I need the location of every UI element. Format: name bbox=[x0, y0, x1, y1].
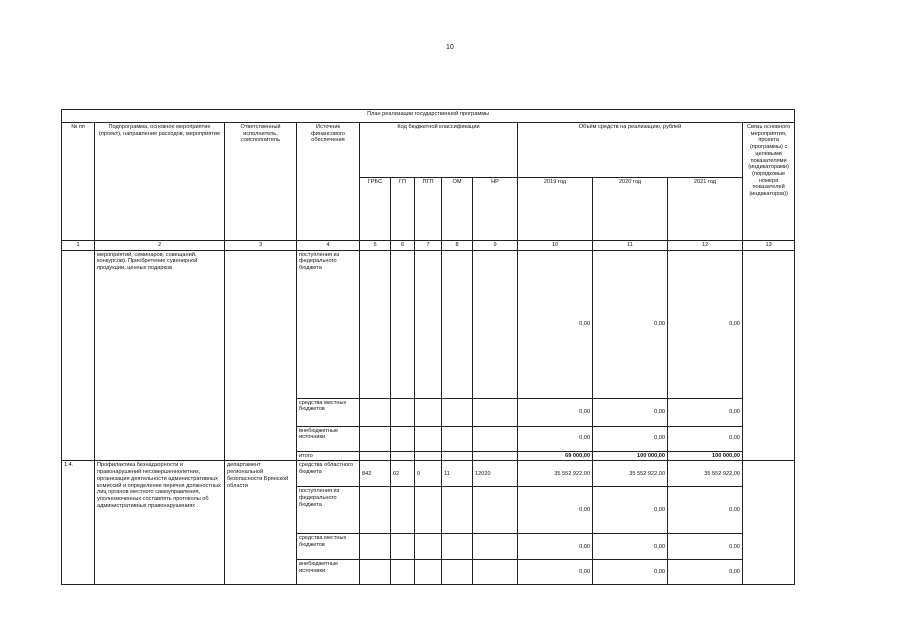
cell-responsible: департамент региональной безопасности Брянской области bbox=[225, 461, 297, 585]
cell-desc: мероприятий, семинаров, совещаний, конкурсов). Приобретение сувенирной продукции, ценных подарков bbox=[95, 250, 225, 461]
page-number: 10 bbox=[446, 44, 454, 51]
header-num: № пп bbox=[62, 123, 95, 241]
header-subprogram: Подпрограмма, основное мероприятие (проект), направление расходов, мероприятие bbox=[95, 123, 225, 241]
cell-value: 0,00 bbox=[593, 560, 668, 585]
table-row bbox=[62, 461, 795, 487]
cell-source: итого bbox=[297, 451, 360, 461]
col-number: 8 bbox=[442, 241, 473, 251]
cell-value: 0,00 bbox=[668, 534, 743, 560]
cell-value: 0,00 bbox=[668, 398, 743, 426]
col-number: 12 bbox=[668, 241, 743, 251]
cell-total: 100 000,00 bbox=[668, 451, 743, 461]
col-number: 6 bbox=[391, 241, 415, 251]
cell-link bbox=[743, 250, 795, 461]
header-nr: НР bbox=[473, 178, 518, 241]
header-responsible: Ответственный исполнитель, соисполнитель bbox=[225, 123, 297, 241]
cell-source: внебюджетные источники bbox=[297, 426, 360, 451]
program-plan-table bbox=[61, 109, 795, 585]
cell-grbs: 842 bbox=[360, 461, 391, 487]
col-number: 9 bbox=[473, 241, 518, 251]
cell-nr: 12020 bbox=[473, 461, 518, 487]
col-number: 13 bbox=[743, 241, 795, 251]
table-title: План реализации государственной программы bbox=[62, 110, 795, 123]
cell-value: 0,00 bbox=[668, 250, 743, 398]
cell-value: 0,00 bbox=[668, 560, 743, 585]
header-grbs: ГРБС bbox=[360, 178, 391, 241]
col-number: 4 bbox=[297, 241, 360, 251]
cell-total: 69 000,00 bbox=[518, 451, 593, 461]
cell-value: 0,00 bbox=[518, 426, 593, 451]
header-2020: 2020 год bbox=[593, 178, 668, 241]
cell-value: 0,00 bbox=[668, 426, 743, 451]
header-2021: 2021 год bbox=[668, 178, 743, 241]
cell-desc: Профилактика безнадзорности и правонарушений несовершеннолетних, организация деятельности административных комиссий и определение перечня должностных лиц органов местного самоуправления, уполномоченных составлять протоколы об административных правонарушениях bbox=[95, 461, 225, 585]
header-budget-code: Код бюджетной классификации bbox=[360, 123, 518, 178]
cell-value: 0,00 bbox=[518, 560, 593, 585]
col-number: 10 bbox=[518, 241, 593, 251]
cell-value: 35 552 922,00 bbox=[518, 461, 593, 487]
cell-value: 0,00 bbox=[518, 534, 593, 560]
cell-source: внебюджетные источники bbox=[297, 560, 360, 585]
col-number: 7 bbox=[415, 241, 442, 251]
table-title-row bbox=[62, 110, 795, 123]
column-number-row bbox=[62, 241, 795, 251]
header-pgp: ПГП bbox=[415, 178, 442, 241]
cell-value: 0,00 bbox=[518, 250, 593, 398]
cell-value: 35 552 922,00 bbox=[668, 461, 743, 487]
header-2019: 2019 год bbox=[518, 178, 593, 241]
cell-link bbox=[743, 461, 795, 585]
cell-om: 11 bbox=[442, 461, 473, 487]
header-volume: Объём средств на реализацию, рублей bbox=[518, 123, 743, 178]
cell-value: 0,00 bbox=[593, 534, 668, 560]
cell-value: 0,00 bbox=[518, 487, 593, 534]
cell-source: поступления из федерального бюджета bbox=[297, 487, 360, 534]
header-link: Связь основного мероприятия, проекта (программы) с целевыми показателями (индикаторами) (порядковые номера показателей (индикаторов)) bbox=[743, 123, 795, 241]
cell-source: средства местных бюджетов bbox=[297, 398, 360, 426]
cell-value: 0,00 bbox=[593, 250, 668, 398]
col-number: 5 bbox=[360, 241, 391, 251]
cell-value: 35 552 922,00 bbox=[593, 461, 668, 487]
cell-gp: 02 bbox=[391, 461, 415, 487]
cell-source: средства областного бюджета bbox=[297, 461, 360, 487]
cell-num: 1.4. bbox=[62, 461, 95, 585]
cell-value: 0,00 bbox=[593, 398, 668, 426]
col-number: 11 bbox=[593, 241, 668, 251]
cell-responsible bbox=[225, 250, 297, 461]
cell-value: 0,00 bbox=[593, 487, 668, 534]
cell-num bbox=[62, 250, 95, 461]
cell-source: поступления из федерального бюджета bbox=[297, 250, 360, 398]
header-row bbox=[62, 123, 795, 178]
cell-total: 100 000,00 bbox=[593, 451, 668, 461]
col-number: 1 bbox=[62, 241, 95, 251]
cell-source: средства местных бюджетов bbox=[297, 534, 360, 560]
col-number: 3 bbox=[225, 241, 297, 251]
header-om: ОМ bbox=[442, 178, 473, 241]
header-source: Источник финансового обеспечения bbox=[297, 123, 360, 241]
header-gp: ГП bbox=[391, 178, 415, 241]
col-number: 2 bbox=[95, 241, 225, 251]
cell-pgp: 0 bbox=[415, 461, 442, 487]
cell-value: 0,00 bbox=[668, 487, 743, 534]
cell-value: 0,00 bbox=[593, 426, 668, 451]
cell-value: 0,00 bbox=[518, 398, 593, 426]
table-row bbox=[62, 250, 795, 398]
